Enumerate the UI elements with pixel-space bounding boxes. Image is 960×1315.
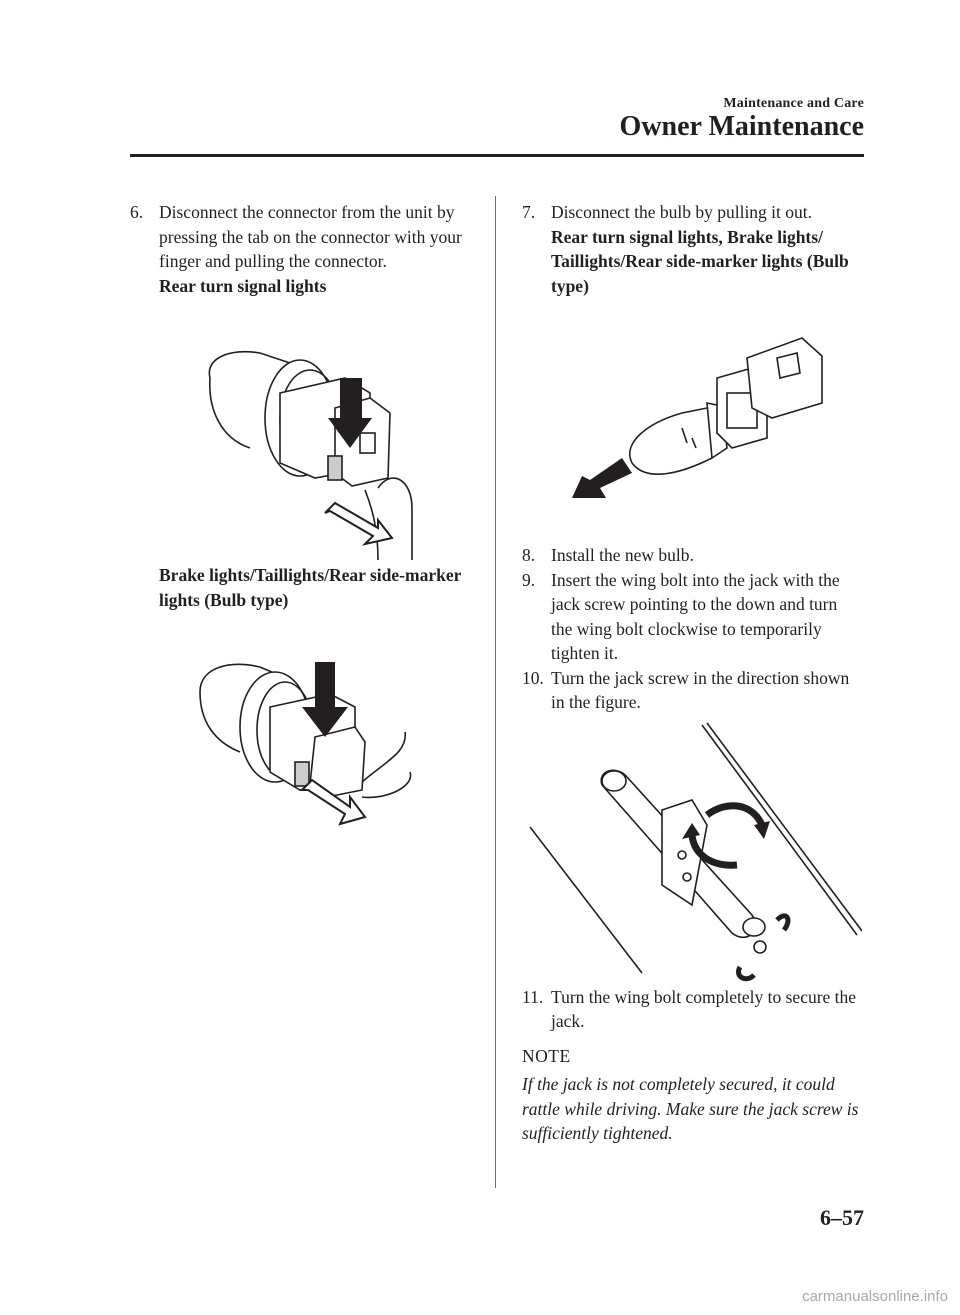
section-title: Owner Maintenance [619,111,864,142]
connector-illustration-1 [130,298,470,563]
pull-arrow-icon [325,503,392,544]
connector-illustration-2 [130,612,470,867]
step-text: Disconnect the connector from the unit by pressing the tab on the connector with your finger and pulling the connector. [159,202,462,271]
figure-rear-turn-connector [130,298,470,563]
section-kicker: Maintenance and Care [723,96,864,111]
step-text: Turn the wing bolt completely to secure the jack. [551,986,857,1031]
step-10 [522,666,862,715]
left-column [130,200,470,867]
column-divider [495,196,496,1188]
figure-jack [522,715,862,985]
caption-bulb-type: Rear turn signal lights, Brake lights/ Taillights/Rear side-marker lights (Bulb type) [551,226,849,296]
step-8 [522,543,862,568]
watermark: carmanualsonline.info [802,1288,948,1305]
step-text: Disconnect the bulb by pulling it out. [551,202,813,222]
jack-illustration [522,715,862,985]
step-number: 7. [522,202,536,222]
step-number: 8. [522,545,536,565]
step-6 [130,200,470,274]
step-number: 9. [522,569,536,590]
step-text: Insert the wing bolt into the jack with the jack screw pointing to the down and turn the wing bolt clockwise to temporarily tighten it. [551,569,840,663]
caption-brake-lights: Brake lights/Taillights/Rear side-marker lights (Bulb type) [159,565,462,610]
bulb-illustration [522,298,862,543]
pull-out-arrow-icon [572,458,632,498]
step-7 [522,200,862,225]
step-number: 10. [522,667,544,688]
rotate-arrow-icon [707,805,762,824]
page-number: 6–57 [820,1205,864,1230]
header-rule [130,154,864,157]
figure-bulb-removal [522,298,862,543]
step-11 [522,985,862,1034]
note-body: If the jack is not completely secured, it could rattle while driving. Make sure the jack screw is sufficiently tightened. [522,1074,859,1143]
step-number: 6. [130,202,144,222]
step-number: 11. [522,986,544,1007]
wing-bolt-arrow-icon [777,915,788,929]
step-text: Turn the jack screw in the direction shown in the figure. [551,667,850,712]
right-column [522,200,862,1146]
step-9 [522,568,862,666]
note-heading: NOTE [522,1045,571,1066]
figure-brake-connector [130,612,470,867]
step-text: Install the new bulb. [551,545,694,565]
caption-rear-turn-signal: Rear turn signal lights [159,275,327,296]
